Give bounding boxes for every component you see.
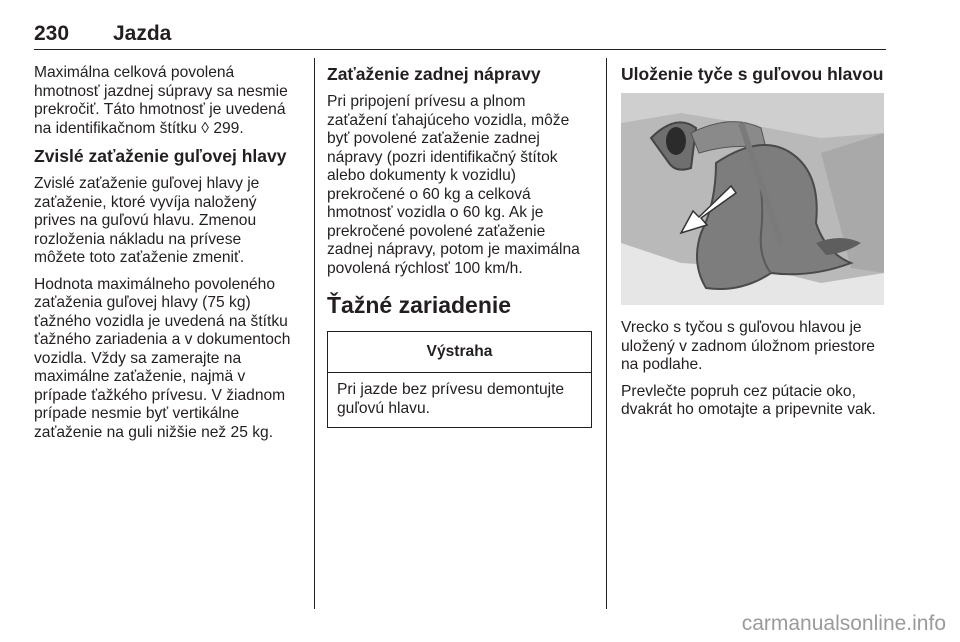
section-heading-storage: Uloženie tyče s guľovou hlavou [621,64,884,84]
watermark: carmanualsonline.info [741,612,946,635]
max-load-paragraph: Hodnota maximálneho povoleného zaťaženia guľovej hlavy (75 kg) ťažného vozidla je uvedená na štítku ťažného zariadenia a v dokumentoch vozidla. Vždy sa zamerajte na maximálne zaťaženie, najmä v prípade ťažkého prívesu. V žiadnom prípade nesmie byť vertikálne zaťaženie na guli nižšie než 25 kg. [34,275,291,441]
section-heading-vertical-load: Zvislé zaťaženie guľovej hlavy [34,146,287,166]
column-middle [327,64,595,428]
column-right [621,64,889,428]
warning-box [327,331,592,428]
intro-paragraph: Maximálna celková povolená hmotnosť jazdnej súpravy sa nesmie prekročiť. Táto hmotnosť je uvedená na identifikačnom štítku ◊ 299. [34,64,288,137]
warning-title: Výstraha [328,332,591,373]
section-heading-towing-equipment: Ťažné zariadenie [327,292,512,318]
section-heading-rear-axle: Zaťaženie zadnej nápravy [327,64,541,84]
tow-bar-bag-illustration [621,93,884,305]
bag-location-paragraph: Vrecko s tyčou s guľovou hlavou je uložený v zadnom úložnom priestore na podlahe. [621,319,875,373]
rear-axle-paragraph: Pri pripojení prívesu a plnom zaťažení ťahajúceho vozidla, môže byť povolené zaťaženie zadnej nápravy (pozri identifikačný štítok alebo dokumenty k vozidlu) prekročené o 60 kg a celková hmotnosť vozidla o 60 kg. Ak je prekročené povolené zaťaženie zadnej nápravy, potom je maximálna povolená rýchlosť 100 km/h. [327,93,580,277]
page-number: 230 [34,22,70,45]
strap-instructions-paragraph: Prevlečte popruh cez pútacie oko, dvakrát ho omotajte a pripevnite vak. [621,382,876,418]
column-divider [606,58,607,609]
vertical-load-paragraph: Zvislé zaťaženie guľovej hlavy je zaťaženie, ktoré vyvíja naložený prives na guľovú hlavu. Zmenou rozloženia nákladu na prívese môžete toto zaťaženie zmeniť. [34,175,260,266]
warning-text: Pri jazde bez prívesu demontujte guľovú hlavu. [337,381,565,417]
column-left [34,64,302,450]
chapter-title: Jazda [113,22,172,45]
column-divider [314,58,315,609]
header-rule [34,49,886,50]
